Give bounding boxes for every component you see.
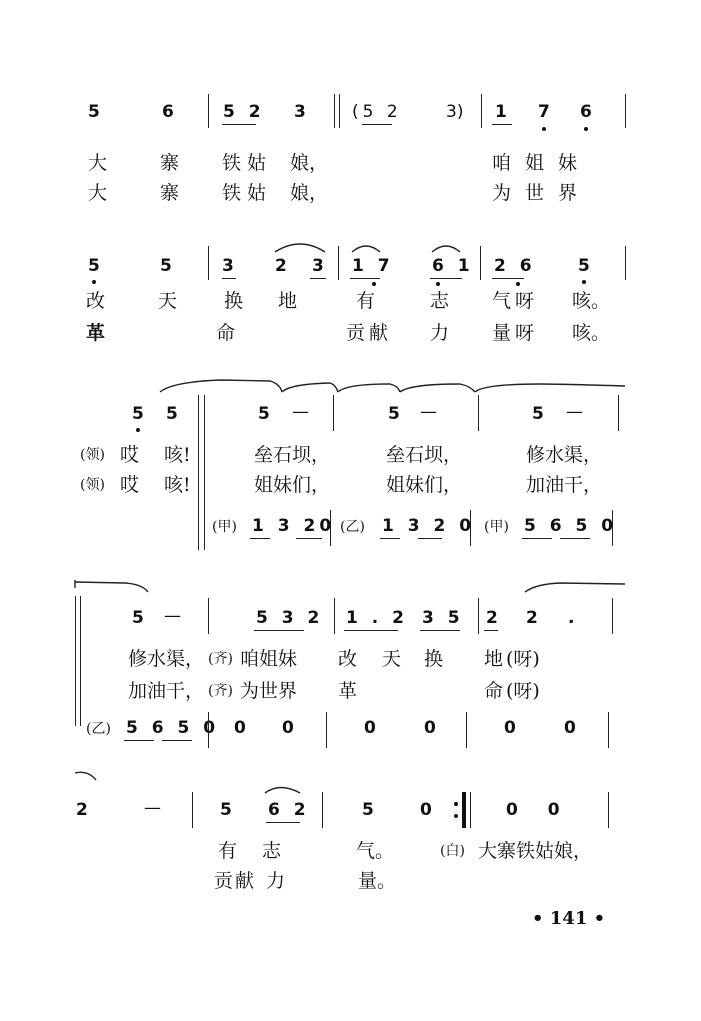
octave-dot bbox=[372, 282, 376, 286]
barline bbox=[198, 395, 199, 550]
note: 0 bbox=[234, 718, 246, 738]
lyric: (呀) bbox=[506, 680, 540, 702]
note: 2 6 bbox=[494, 256, 536, 276]
lyric: 垒石坝， bbox=[386, 444, 463, 466]
part-label: (领) bbox=[80, 477, 105, 493]
lyric: 咳。 bbox=[572, 322, 611, 344]
note: 5 bbox=[220, 800, 232, 820]
note: 2 bbox=[526, 608, 538, 628]
note: 5 6 5 0 bbox=[524, 516, 618, 536]
lyric: 地 bbox=[484, 648, 504, 670]
lyric: 革 bbox=[338, 680, 358, 702]
underline bbox=[266, 822, 300, 823]
lyric: 铁姑 bbox=[222, 182, 273, 204]
lyric: 量。 bbox=[358, 870, 397, 892]
note: 5 3 2 bbox=[256, 608, 324, 628]
note: 7 bbox=[538, 102, 550, 122]
octave-dot bbox=[582, 280, 586, 284]
barline bbox=[326, 712, 327, 748]
lyric: 咱姐妹 bbox=[492, 152, 592, 174]
barline bbox=[338, 246, 339, 280]
lyric: 大 bbox=[88, 182, 108, 204]
barline bbox=[192, 792, 193, 828]
lyric: 姐妹们， bbox=[254, 474, 331, 496]
lyric: 为世界 bbox=[240, 680, 298, 702]
part-label: (乙) bbox=[340, 519, 365, 535]
lyric: 寨 bbox=[160, 152, 180, 174]
note: 5 bbox=[132, 608, 144, 628]
barline bbox=[618, 395, 619, 431]
barline bbox=[612, 598, 613, 634]
note: 5 bbox=[132, 404, 144, 424]
underline bbox=[350, 278, 380, 279]
underline bbox=[162, 740, 192, 741]
underline bbox=[380, 538, 400, 539]
note: 1 7 bbox=[352, 256, 394, 276]
note: (5 2 bbox=[352, 102, 402, 122]
lyric: 气。 bbox=[356, 840, 395, 862]
note: 5 bbox=[258, 404, 270, 424]
underline bbox=[344, 630, 398, 631]
note: 3 bbox=[294, 102, 306, 122]
lyric: 换 bbox=[424, 648, 444, 670]
lyric: 哎 bbox=[120, 474, 140, 496]
lyric: 命 bbox=[216, 322, 236, 344]
lyric: (呀) bbox=[506, 648, 540, 670]
underline bbox=[254, 630, 304, 631]
underline bbox=[522, 538, 552, 539]
lyric: 贡献 bbox=[214, 870, 257, 892]
octave-dot bbox=[436, 282, 440, 286]
note: 0 bbox=[282, 718, 294, 738]
lyric: 铁姑 bbox=[222, 152, 273, 174]
lyric: 换 bbox=[224, 290, 244, 312]
underline bbox=[124, 740, 154, 741]
note: 5 bbox=[88, 102, 100, 122]
barline bbox=[80, 596, 81, 726]
lyric: 志 bbox=[262, 840, 282, 862]
barline bbox=[333, 395, 334, 431]
octave-dot bbox=[136, 428, 140, 432]
note: 5 bbox=[166, 404, 178, 424]
note: 0 bbox=[504, 718, 516, 738]
lyric: 修水渠， bbox=[128, 648, 205, 670]
lyric: 加油干， bbox=[526, 474, 603, 496]
note: 5 bbox=[578, 256, 590, 276]
lyric: 大 bbox=[88, 152, 108, 174]
lyric: 贡献 bbox=[346, 322, 393, 344]
underline bbox=[418, 538, 442, 539]
note: 1 3 20 bbox=[252, 516, 336, 536]
lyric: 志 bbox=[430, 290, 450, 312]
barline bbox=[608, 712, 609, 748]
part-label: (领) bbox=[80, 447, 105, 463]
barline bbox=[470, 792, 471, 828]
octave-dot bbox=[516, 282, 520, 286]
lyric: 寨 bbox=[160, 182, 180, 204]
barline bbox=[481, 94, 482, 128]
barline bbox=[625, 246, 626, 280]
note: 0 0 bbox=[506, 800, 572, 820]
barline bbox=[322, 792, 323, 828]
barline bbox=[330, 510, 331, 546]
note: 5 bbox=[160, 256, 172, 276]
note: 3 bbox=[222, 256, 234, 276]
lyric: 有 bbox=[218, 840, 238, 862]
barline bbox=[339, 94, 340, 128]
note: 5 bbox=[88, 256, 100, 276]
lyric: 咳。 bbox=[572, 290, 611, 312]
part-label: (齐) bbox=[208, 683, 233, 699]
barline bbox=[470, 510, 471, 546]
lyric: 地 bbox=[278, 290, 298, 312]
barline bbox=[208, 712, 209, 748]
note: 0 bbox=[364, 718, 376, 738]
lyric: 哎 bbox=[120, 444, 140, 466]
lyric: 大寨铁姑娘， bbox=[478, 840, 593, 862]
barline bbox=[608, 792, 609, 828]
note: 5 2 bbox=[223, 102, 265, 122]
note: 5 bbox=[532, 404, 544, 424]
underline bbox=[362, 124, 392, 125]
repeat-dot bbox=[454, 802, 458, 806]
underline bbox=[310, 278, 326, 279]
barline bbox=[334, 598, 335, 634]
lyric: 姐妹们， bbox=[386, 474, 463, 496]
note: 0 bbox=[424, 718, 436, 738]
part-label: (齐) bbox=[208, 651, 233, 667]
underline bbox=[222, 124, 256, 125]
lyric: 力 bbox=[430, 322, 450, 344]
lyric: 咳! bbox=[164, 444, 191, 466]
barline bbox=[625, 94, 626, 128]
lyric: 娘， bbox=[290, 152, 329, 174]
repeat-barline bbox=[462, 792, 466, 828]
underline bbox=[250, 538, 270, 539]
barline bbox=[75, 596, 76, 726]
lyric: 量呀 bbox=[492, 322, 539, 344]
page-number: • 141 • bbox=[532, 908, 606, 929]
lyric: 改 bbox=[338, 648, 358, 670]
note: 5 6 5 0 bbox=[126, 718, 220, 738]
barline bbox=[478, 598, 479, 634]
lyric: 咳! bbox=[164, 474, 191, 496]
barline bbox=[208, 246, 209, 280]
note: 5 bbox=[388, 404, 400, 424]
note: 3 5 bbox=[422, 608, 464, 628]
lyric: 修水渠， bbox=[526, 444, 603, 466]
lyric: 天 bbox=[158, 290, 178, 312]
lyric: 垒石坝， bbox=[254, 444, 331, 466]
lyric: 娘， bbox=[290, 182, 329, 204]
octave-dot bbox=[542, 127, 546, 131]
barline bbox=[208, 94, 209, 128]
repeat-dot bbox=[454, 814, 458, 818]
note: 0 bbox=[564, 718, 576, 738]
lyric: 气呀 bbox=[492, 290, 539, 312]
note: 2 bbox=[486, 608, 498, 628]
barline bbox=[466, 712, 467, 748]
note: 6 bbox=[580, 102, 592, 122]
note: 1 3 2 0 bbox=[382, 516, 476, 536]
underline bbox=[430, 278, 462, 279]
underline bbox=[484, 630, 498, 631]
barline bbox=[480, 246, 481, 280]
part-label: (白) bbox=[440, 843, 465, 859]
note: 6 2 bbox=[268, 800, 310, 820]
part-label: (甲) bbox=[484, 519, 509, 535]
note: 6 bbox=[162, 102, 174, 122]
barline bbox=[334, 94, 335, 128]
underline bbox=[492, 278, 524, 279]
barline bbox=[208, 598, 209, 634]
lyric: 革 bbox=[86, 322, 106, 344]
note: . bbox=[568, 608, 575, 628]
lyric: 咱姐妹 bbox=[240, 648, 298, 670]
note: 5 bbox=[362, 800, 374, 820]
underline bbox=[222, 278, 236, 279]
note: 0 bbox=[420, 800, 432, 820]
note: 2 bbox=[275, 256, 287, 276]
note: 6 1 bbox=[432, 256, 474, 276]
lyric: 命 bbox=[484, 680, 504, 702]
note: 1 . 2 bbox=[346, 608, 408, 628]
part-label: (乙) bbox=[86, 721, 111, 737]
note: 1 bbox=[495, 102, 507, 122]
barline bbox=[612, 510, 613, 546]
octave-dot bbox=[92, 280, 96, 284]
lyric: 加油干， bbox=[128, 680, 205, 702]
dash: — bbox=[292, 402, 309, 422]
dash: — bbox=[566, 402, 583, 422]
part-label: (甲) bbox=[212, 519, 237, 535]
lyric: 改 bbox=[86, 290, 106, 312]
dash: — bbox=[164, 606, 181, 626]
underline bbox=[296, 538, 322, 539]
lyric: 力 bbox=[266, 870, 286, 892]
barline bbox=[478, 395, 479, 431]
underline bbox=[492, 124, 512, 125]
dash: — bbox=[420, 402, 437, 422]
note: 2 bbox=[76, 800, 88, 820]
lyric: 有 bbox=[356, 290, 376, 312]
underline bbox=[560, 538, 590, 539]
underline bbox=[420, 630, 460, 631]
note: 3) bbox=[446, 102, 464, 122]
octave-dot bbox=[584, 127, 588, 131]
barline bbox=[204, 395, 205, 550]
note: 3 bbox=[312, 256, 324, 276]
dash: — bbox=[144, 798, 161, 818]
lyric: 为世界 bbox=[492, 182, 592, 204]
lyric: 天 bbox=[382, 648, 402, 670]
